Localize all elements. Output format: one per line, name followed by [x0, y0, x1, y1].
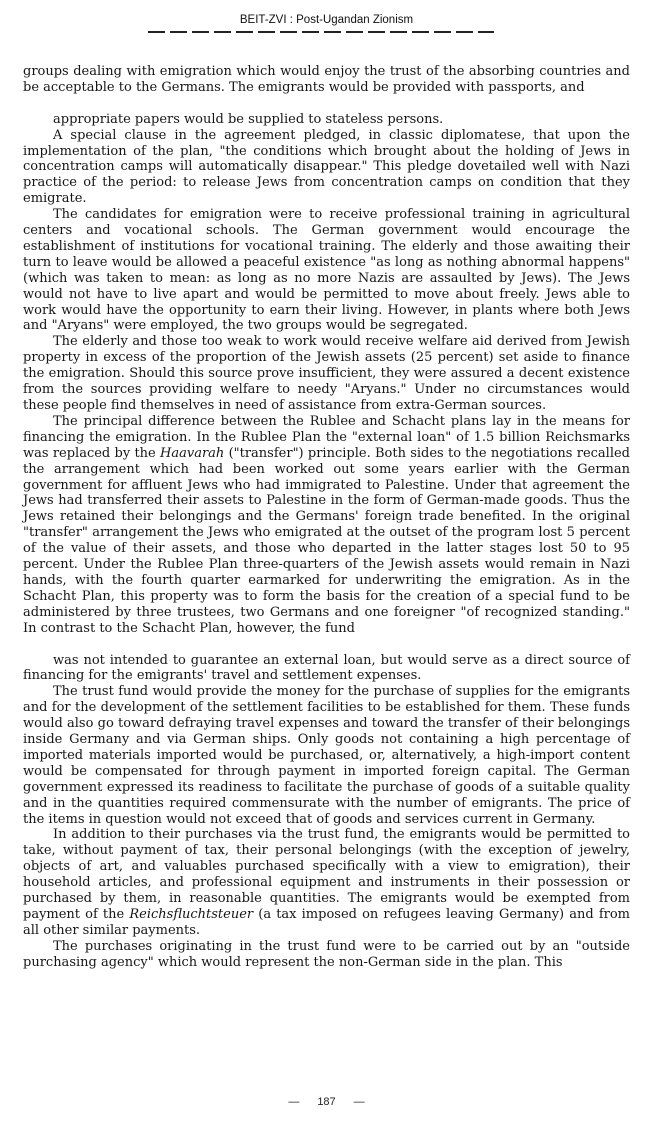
paragraph: The trust fund would provide the money for the purchase of supplies for the emigrants and for the development of the settlement facilities to be established for them. These funds would also go toward defraying travel expenses and toward the transfer of their belongings inside Germany and via German ships. Only goods not containing a high percentage of imported materials imported would be purchased, or, alternatively, a high-import content would be compensated for through payment in imported foreign capital. The German government expressed its readiness to facilitate the purchase of goods of a suitable quality and in the quantities required commensurate with the number of emigrants. The price of the items in question would not exceed that of goods and services current in Germany.	[23, 684, 630, 827]
italic-term-reichsfluchtsteuer: Reichsfluchtsteuer	[129, 907, 254, 922]
header-divider-rule	[148, 31, 494, 33]
block-quote-line: was not intended to guarantee an external loan, but would serve as a direct source of financing for the emigrants' travel and settlement expenses.	[23, 652, 630, 684]
paragraph: The candidates for emigration were to receive professional training in agricultural centers and vocational schools. The German government would encourage the establishment of institutions for vocational training. The elderly and those awaiting their turn to leave would be allowed a peaceful existence "as long as nothing abnormal happens" (which was taken to mean: as long as no more Nazis are assaulted by Jews). The Jews would not have to live apart and would be permitted to move about freely. Jews able to work would have the opportunity to earn their living. However, in plants where both Jews and "Aryans" were employed, the two groups would be segregated.	[23, 207, 630, 334]
italic-term-haavarah: Haavarah	[160, 445, 225, 461]
footer-dash-right: —	[353, 1096, 365, 1108]
paragraph-text: In addition to their purchases via the trust fund, the emigrants would be permitted to take, without payment of tax, their personal belongings (with the exception of jewelry, objects of art, and valuables purchased specifically with a view to emigration), their household articles, and professional equipment and instruments in their possession or purchased by them, in reasonable quantities. The emigrants would be exempted from payment of the	[23, 827, 630, 922]
page-body	[23, 64, 630, 971]
paragraph-text: ("transfer") principle. Both sides to the negotiations recalled the arrangement which had been worked out some years earlier with the German government for affluent Jews who had immigrated to Palestine. Under that agreement the Jews had transferred their assets to Palestine in the form of German-made goods. Thus the Jews retained their belongings and the Germans' foreign trade benefited. In the original "transfer" arrangement the Jews who emigrated at the outset of the program lost 5 percent of the value of their assets, and those who departed in the latter stages lost 50 to 95 percent. Under the Rublee Plan three-quarters of the Jewish assets would remain in Nazi hands, with the fourth quarter earmarked for underwriting the emigration. As in the Schacht Plan, this property was to form the basis for the creation of a special fund to be administered by three trustees, two Germans and one foreigner "of recognized standing." In contrast to the Schacht Plan, however, the fund	[23, 445, 631, 636]
paragraph-continuation: groups dealing with emigration which would enjoy the trust of the absorbing countries and be acceptable to the Germans. The emigrants would be provided with passports, and	[23, 64, 630, 95]
paragraph-text: (a tax imposed on refugees leaving Germany) and from all other similar payments.	[23, 907, 630, 938]
paragraph-text: The principal difference between the Rublee and Schacht plans lay in the means for financing the emigration. In the Rublee Plan the "external loan" of 1.5 billion Reichsmarks was replaced by the	[23, 413, 630, 461]
paragraph: A special clause in the agreement pledged, in classic diplomatese, that upon the implementation of the plan, "the conditions which brought about the holding of Jews in concentration camps will automatically disappear." This pledge dovetailed well with Nazi practice of the period: to release Jews from concentration camps on condition that they emigrate.	[23, 127, 630, 207]
running-header: BEIT-ZVI : Post-Ugandan Zionism	[239, 14, 414, 26]
block-quote-line: appropriate papers would be supplied to stateless persons.	[53, 111, 444, 127]
footer-dash-left: —	[288, 1096, 300, 1108]
paragraph	[23, 414, 630, 637]
paragraph	[23, 827, 630, 938]
paragraph: The purchases originating in the trust fund were to be carried out by an "outside purchasing agency" which would represent the non-German side in the plan. This	[23, 938, 630, 970]
paragraph: The elderly and those too weak to work would receive welfare aid derived from Jewish property in excess of the proportion of the Jewish assets (25 percent) set aside to finance the emigration. Should this source prove insufficient, they were assured a decent existence from the sources providing welfare to needy "Aryans." Under no circumstances would these people find themselves in need of assistance from extra-German sources.	[23, 334, 630, 414]
page-number: 187	[317, 1096, 336, 1108]
page-footer	[0, 1096, 653, 1108]
